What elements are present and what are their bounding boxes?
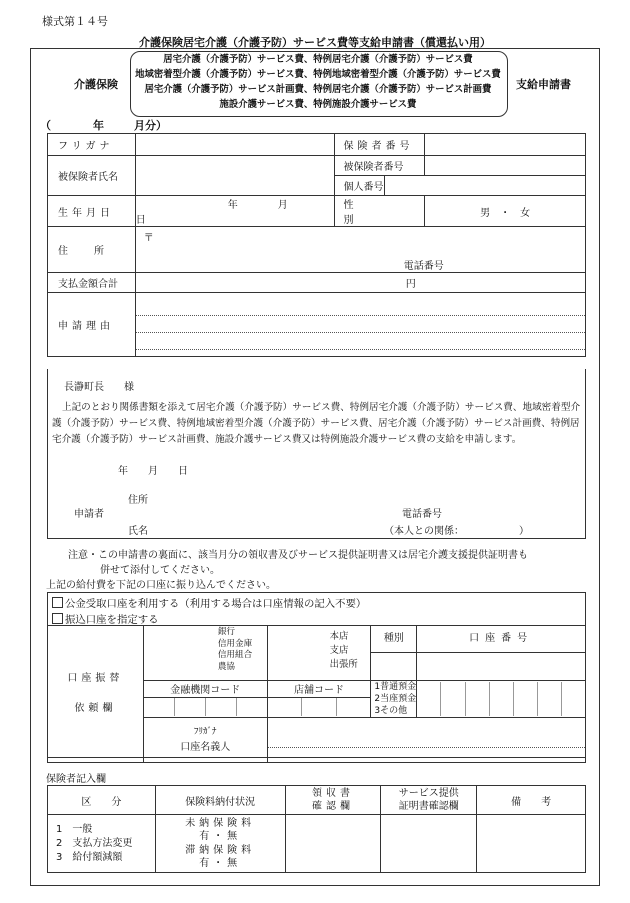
declaration-date: 年 月 日 xyxy=(118,466,188,477)
remarks-cell[interactable] xyxy=(477,815,586,873)
header-category: 区 分 xyxy=(48,786,156,815)
postal-mark: 〒 xyxy=(143,233,154,244)
header-remarks: 備 考 xyxy=(477,786,586,815)
furigana-label: フリガナ xyxy=(48,134,136,156)
sex-label: 性別 xyxy=(335,196,425,227)
period-year: 年 xyxy=(93,119,104,132)
applicant-table xyxy=(47,133,586,357)
total-label: 支払金額合計 xyxy=(48,273,136,293)
insured-no-label: 被保険者番号 xyxy=(335,156,425,176)
insured-name-label: 被保険者氏名 xyxy=(48,156,136,196)
form-number: 様式第１４号 xyxy=(42,15,108,28)
relation-label: （本人との関係： ） xyxy=(384,526,529,537)
checkbox-public-icon[interactable] xyxy=(52,597,63,608)
bank-code-label: 金融機関コード xyxy=(143,681,267,698)
declaration-box xyxy=(47,369,586,539)
holder-label: ﾌﾘｶﾞﾅ 口座名義人 xyxy=(143,718,267,763)
institution-types: 銀行 信用金庫 信用組合 農協 xyxy=(217,627,253,672)
insured-no-cells[interactable] xyxy=(425,156,586,176)
category-list: 1 一般 2 支払方法変更 3 給付額減額 xyxy=(48,815,156,873)
reason-label: 申請理由 xyxy=(48,293,136,357)
bank-name-input[interactable] xyxy=(143,626,267,681)
branch-name-input[interactable] xyxy=(267,626,371,681)
period xyxy=(40,117,167,133)
checkbox-designated-icon[interactable] xyxy=(52,613,63,624)
applicant-label: 申請者 xyxy=(74,509,104,520)
header-service-cert: サービス提供 証明書確認欄 xyxy=(381,786,477,815)
branch-types: 本店 支店 出張所 xyxy=(329,631,358,670)
personal-no-label: 個人番号 xyxy=(335,176,385,196)
header-payment-status: 保険料納付状況 xyxy=(155,786,285,815)
service-line-1: 居宅介護（介護予防）サービス費、特例居宅介護（介護予防）サービス費 xyxy=(163,54,473,65)
holder-input[interactable] xyxy=(267,718,585,763)
address-input[interactable] xyxy=(135,227,585,273)
note-line-2: 併せて添付してください。 xyxy=(100,565,220,576)
reason-input[interactable] xyxy=(135,293,585,357)
service-line-3: 居宅介護（介護予防）サービス計画費、特例居宅介護（介護予防）サービス計画費 xyxy=(144,84,492,95)
applicant-address-label: 住所 xyxy=(128,495,148,506)
form-title: 介護保険居宅介護（介護予防）サービス費等支給申請書（償還払い用） xyxy=(139,36,491,49)
applicant-phone-label: 電話番号 xyxy=(402,509,442,520)
branch-code-label: 店舗コード xyxy=(267,681,371,698)
insurer-table xyxy=(47,785,586,873)
branch-code-cells[interactable] xyxy=(267,697,371,717)
insurer-no-cells[interactable] xyxy=(425,134,586,156)
account-number-block[interactable]: 口座番号 xyxy=(417,626,586,681)
payment-status-list: 未納保険料 有・無 滞納保険料 有・無 xyxy=(155,815,285,873)
birth-label: 生年月日 xyxy=(48,196,136,227)
applicant-name-label: 氏名 xyxy=(128,526,148,537)
insurer-no-label: 保険者番号 xyxy=(335,134,425,156)
type-label: 種別 xyxy=(371,626,417,681)
total-input[interactable]: 円 xyxy=(135,273,585,293)
bank-code-cells[interactable] xyxy=(143,697,267,717)
shikyu-label: 支給申請書 xyxy=(516,78,571,91)
service-line-2: 地域密着型介護（介護予防）サービス費、特例地域密着型介護（介護予防）サービス費 xyxy=(135,69,501,80)
option-public-account[interactable]: 公金受取口座を利用する（利用する場合は口座情報の記入不要） xyxy=(52,595,366,610)
birth-input[interactable]: 年 月日 xyxy=(135,196,335,227)
receipt-check-cell[interactable] xyxy=(285,815,381,873)
transfer-intro: 上記の給付費を下記の口座に振り込んでください。 xyxy=(46,580,276,591)
address-label: 住所 xyxy=(48,227,136,273)
insured-name-input[interactable] xyxy=(135,156,335,196)
option-designated-account[interactable]: 振込口座を指定する xyxy=(52,611,159,626)
bank-table xyxy=(47,625,586,763)
service-line-4: 施設介護サービス費、特例施設介護サービス費 xyxy=(219,99,417,110)
note-line-1: 注意・この申請書の裏面に、該当月分の領収書及びサービス提供証明書又は居宅介護支援提供証明書も xyxy=(68,550,528,561)
insurer-section-title: 保険者記入欄 xyxy=(46,774,106,785)
personal-no-cells[interactable] xyxy=(385,176,586,196)
address-phone-label: 電話番号 xyxy=(403,261,444,272)
period-open: （ xyxy=(40,119,51,132)
kaigo-hoken-label: 介護保険 xyxy=(74,78,118,91)
addressee: 長瀞町長 様 xyxy=(64,382,134,393)
header-receipt: 領収書 確認欄 xyxy=(285,786,381,815)
service-cert-check-cell[interactable] xyxy=(381,815,477,873)
account-type-options[interactable]: 1普通預金 2当座預金 3その他 xyxy=(371,681,417,718)
transfer-request-label: 口座振替 依頼欄 xyxy=(48,626,144,763)
service-list xyxy=(133,52,503,112)
account-number-cells[interactable] xyxy=(417,681,586,718)
sex-options[interactable]: 男 ・ 女 xyxy=(425,196,586,227)
furigana-input[interactable] xyxy=(135,134,335,156)
period-month: 月分） xyxy=(134,119,167,132)
declaration-body: 上記のとおり関係書類を添えて居宅介護（介護予防）サービス費、特例居宅介護（介護予防）サービス費、地域密着型介護（介護予防）サービス費、特例地域密着型介護（介護予防）サービス費、居宅介護（介護予防）サービス計画費、特例居宅介護（介護予防）サービス計画費、施設介護サービス費又は特例施設介護サービス費の支給を申請します。 xyxy=(52,402,581,445)
